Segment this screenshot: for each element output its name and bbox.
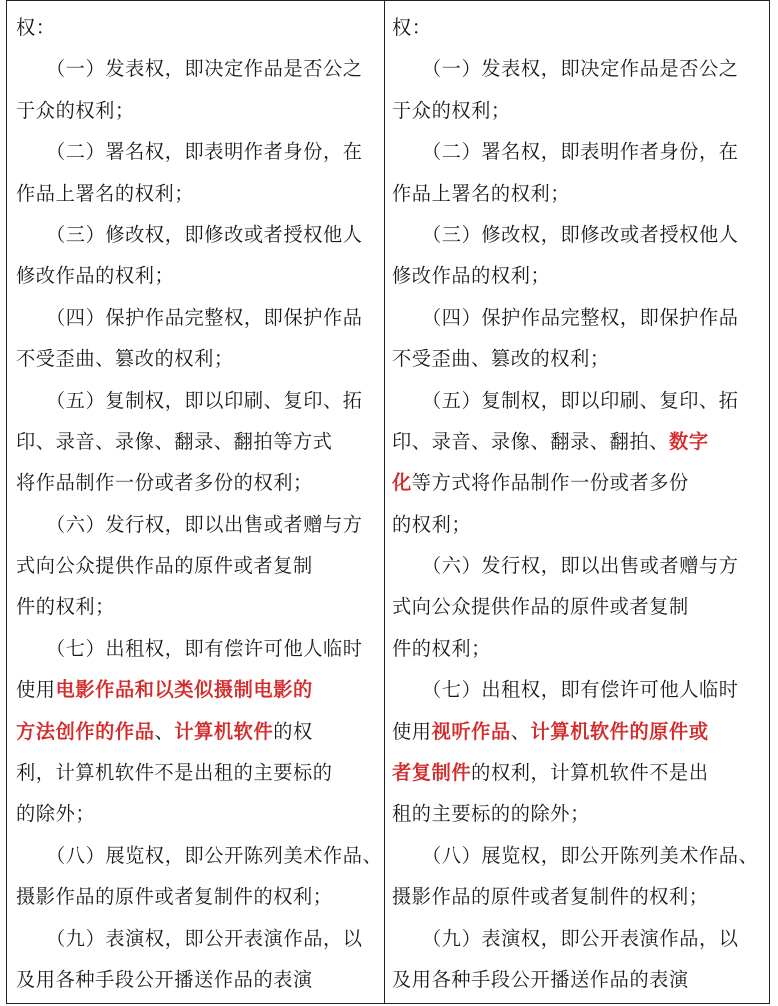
text-segment: （七）出租权，即有偿许可他人临时 [422,678,739,702]
text-segment: 使用 [392,719,432,743]
text-line [392,90,736,131]
comparison-table [6,0,770,1004]
text-line [392,545,739,586]
highlighted-text: 电影作品和以类似摄制电影的 [55,678,313,702]
new-version-column [385,1,769,1003]
text-segment: 、 [154,719,175,743]
highlighted-text: 视听作品 [431,719,511,743]
text-segment: （八）展览权，即公开陈列美术作品、 [46,843,383,867]
text-line [16,918,363,959]
text-segment: 于众的权利； [16,98,135,122]
text-line [16,7,356,48]
text-line [16,214,363,255]
text-line [16,90,356,131]
text-segment: （二）署名权，即表明作者身份，在 [46,140,363,164]
text-line [392,504,736,545]
text-segment: 不受歪曲、篡改的权利； [16,347,234,371]
text-segment: （六）发行权，即以出售或者赠与方 [46,512,363,536]
text-line [16,752,356,793]
text-segment: 印、录音、录像、翻录、翻拍等方式 [16,429,333,453]
text-line [16,959,356,1000]
text-segment: 权： [392,16,432,39]
text-segment: （七）出租权，即有偿许可他人临时 [46,636,363,660]
text-segment: 的权利； [392,512,472,536]
text-segment: 式向公众提供作品的原件或者复制 [16,554,313,578]
text-line [16,876,356,917]
text-segment: 于众的权利； [392,98,511,122]
text-segment: 将作品制作一份或者多份的权利； [16,471,313,495]
text-segment: 等方式将作品制作一份或者多份 [411,471,689,495]
text-segment: （八）展览权，即公开陈列美术作品、 [422,843,759,867]
text-line [16,669,356,710]
text-line [16,48,363,89]
text-segment: 使用 [16,678,56,702]
text-segment: （五）复制权，即以印刷、复印、拓 [46,388,363,412]
text-line [392,48,739,89]
text-segment: 式向公众提供作品的原件或者复制 [392,595,689,619]
text-line [392,959,736,1000]
text-line [392,711,736,752]
text-segment: 的除外； [16,802,96,826]
text-line [16,380,363,421]
text-segment: （一）发表权，即决定作品是否公之 [46,57,363,81]
text-segment: 摄影作品的原件或者复制件的权利； [16,885,333,909]
text-segment: 及用各种手段公开播送作品的表演 [16,967,313,991]
new-version-text [392,7,759,1000]
text-line [392,628,736,669]
text-line [16,793,356,834]
text-segment: （九）表演权，即公开表演作品，以 [422,926,739,950]
text-line [392,7,736,48]
text-line [16,462,356,503]
text-line [392,918,739,959]
text-line [16,338,356,379]
text-segment: 租的主要标的的除外； [392,802,590,826]
text-line [16,173,356,214]
highlighted-text: 者复制件 [392,761,472,785]
text-segment: 权： [16,16,56,39]
text-segment: （四）保护作品完整权，即保护作品 [422,305,739,329]
highlighted-text: 计算机软件的原件或 [530,719,709,743]
text-line [392,835,759,876]
text-line [16,711,356,752]
text-segment: （三）修改权，即修改或者授权他人 [46,222,363,246]
text-line [392,586,736,627]
text-line [16,545,356,586]
text-segment: 作品上署名的权利； [392,181,571,205]
old-version-column [7,1,385,1003]
text-line [392,462,736,503]
text-line [392,338,736,379]
text-segment: （二）署名权，即表明作者身份，在 [422,140,739,164]
text-line [392,380,739,421]
text-segment: 摄影作品的原件或者复制件的权利； [392,885,709,909]
text-line [392,297,739,338]
text-line [392,255,736,296]
highlighted-text: 方法创作的作品 [16,719,155,743]
text-segment: 件的权利； [392,636,491,660]
highlighted-text: 数字 [669,429,709,453]
text-segment: 作品上署名的权利； [16,181,195,205]
text-line [392,752,736,793]
text-line [392,173,736,214]
highlighted-text: 化 [392,471,412,495]
text-line [16,835,383,876]
text-line [16,255,356,296]
text-line [16,504,363,545]
text-segment: 件的权利； [16,595,115,619]
text-segment: （三）修改权，即修改或者授权他人 [422,222,739,246]
text-segment: （五）复制权，即以印刷、复印、拓 [422,388,739,412]
text-line [392,669,739,710]
text-line [392,876,736,917]
text-segment: （九）表演权，即公开表演作品，以 [46,926,363,950]
highlighted-text: 计算机软件 [174,719,274,743]
text-segment: 及用各种手段公开播送作品的表演 [392,967,689,991]
text-line [392,793,736,834]
text-line [16,131,363,172]
text-segment: 利，计算机软件不是出租的主要标的 [16,761,333,785]
text-segment: 的权利，计算机软件不是出 [471,761,709,785]
text-segment: （一）发表权，即决定作品是否公之 [422,57,739,81]
text-line [16,297,363,338]
text-line [16,628,363,669]
text-segment: 印、录音、录像、翻录、翻拍、 [392,429,670,453]
text-segment: （六）发行权，即以出售或者赠与方 [422,554,739,578]
text-line [392,131,739,172]
text-line [392,421,736,462]
text-line [392,214,739,255]
text-line [16,421,356,462]
text-line [16,586,356,627]
text-segment: 修改作品的权利； [392,264,551,288]
text-segment: 的权 [273,719,313,743]
old-version-text [16,7,383,1000]
text-segment: 不受歪曲、篡改的权利； [392,347,610,371]
text-segment: 修改作品的权利； [16,264,175,288]
text-segment: 、 [510,719,531,743]
text-segment: （四）保护作品完整权，即保护作品 [46,305,363,329]
